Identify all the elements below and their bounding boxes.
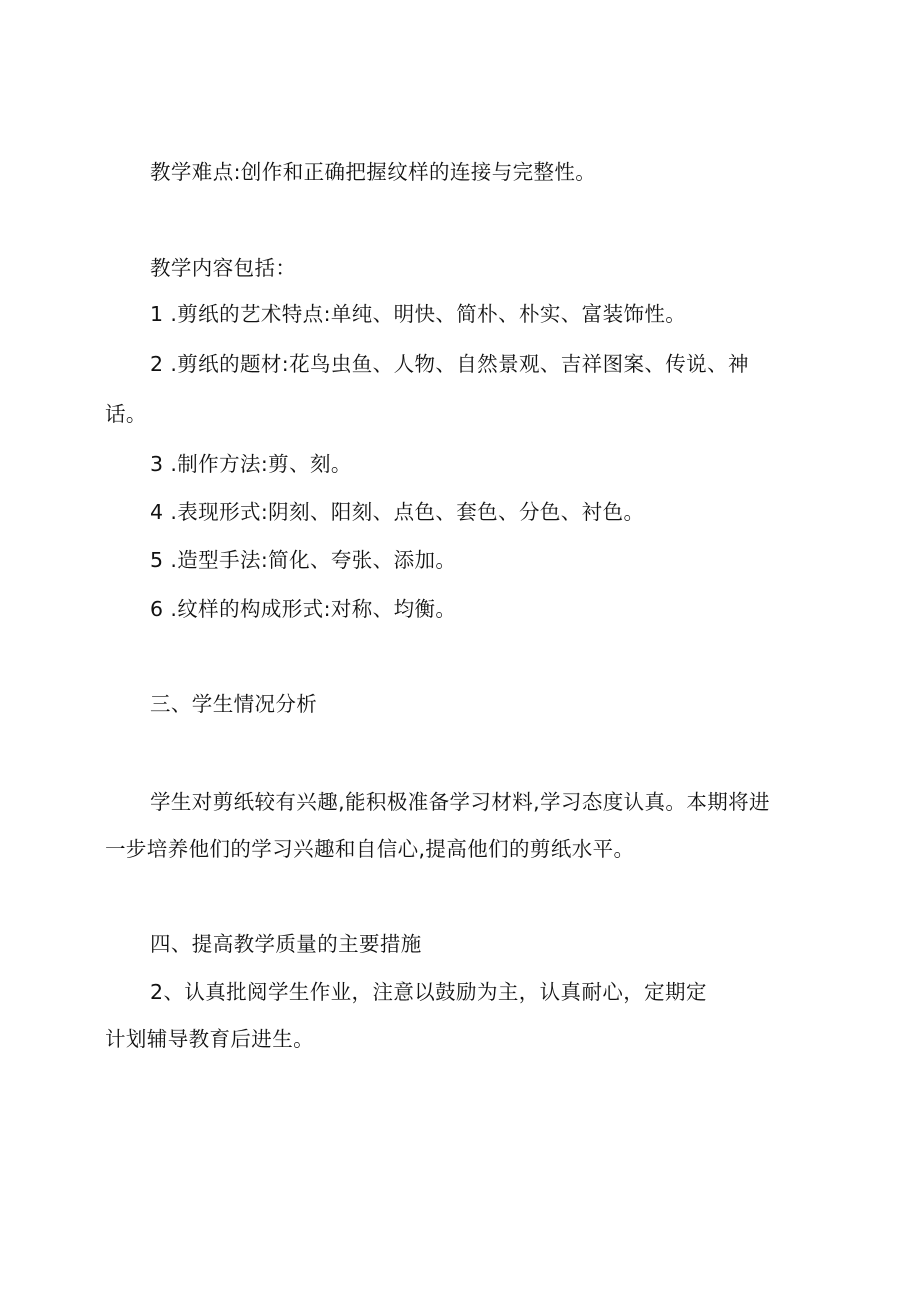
content-item-3: 3 .制作方法:剪、刻。	[150, 452, 352, 476]
content-item-2-continuation: 话。	[105, 402, 147, 426]
section-4-paragraph-line-2: 计划辅导教育后进生。	[105, 1027, 314, 1051]
content-intro: 教学内容包括：	[150, 256, 297, 280]
section-4-paragraph-line-1: 2、认真批阅学生作业，注意以鼓励为主，认真耐心，定期定	[150, 980, 707, 1004]
content-item-1: 1 .剪纸的艺术特点:单纯、明快、简朴、朴实、富装饰性。	[150, 302, 687, 326]
section-3-paragraph-line-2: 一步培养他们的学习兴趣和自信心,提高他们的剪纸水平。	[105, 837, 635, 861]
section-4-heading: 四、提高教学质量的主要措施	[150, 932, 422, 956]
content-item-2: 2 .剪纸的题材:花鸟虫鱼、人物、自然景观、吉祥图案、传说、神	[150, 352, 749, 376]
section-3-paragraph-line-1: 学生对剪纸较有兴趣,能积极准备学习材料,学习态度认真。本期将进	[150, 790, 770, 814]
content-item-4: 4 .表现形式:阴刻、阳刻、点色、套色、分色、衬色。	[150, 500, 645, 524]
teaching-difficulty: 教学难点:创作和正确把握纹样的连接与完整性。	[150, 160, 597, 184]
content-item-6: 6 .纹样的构成形式:对称、均衡。	[150, 597, 457, 621]
content-item-5: 5 .造型手法:简化、夸张、添加。	[150, 548, 457, 572]
section-3-heading: 三、学生情况分析	[150, 692, 318, 716]
